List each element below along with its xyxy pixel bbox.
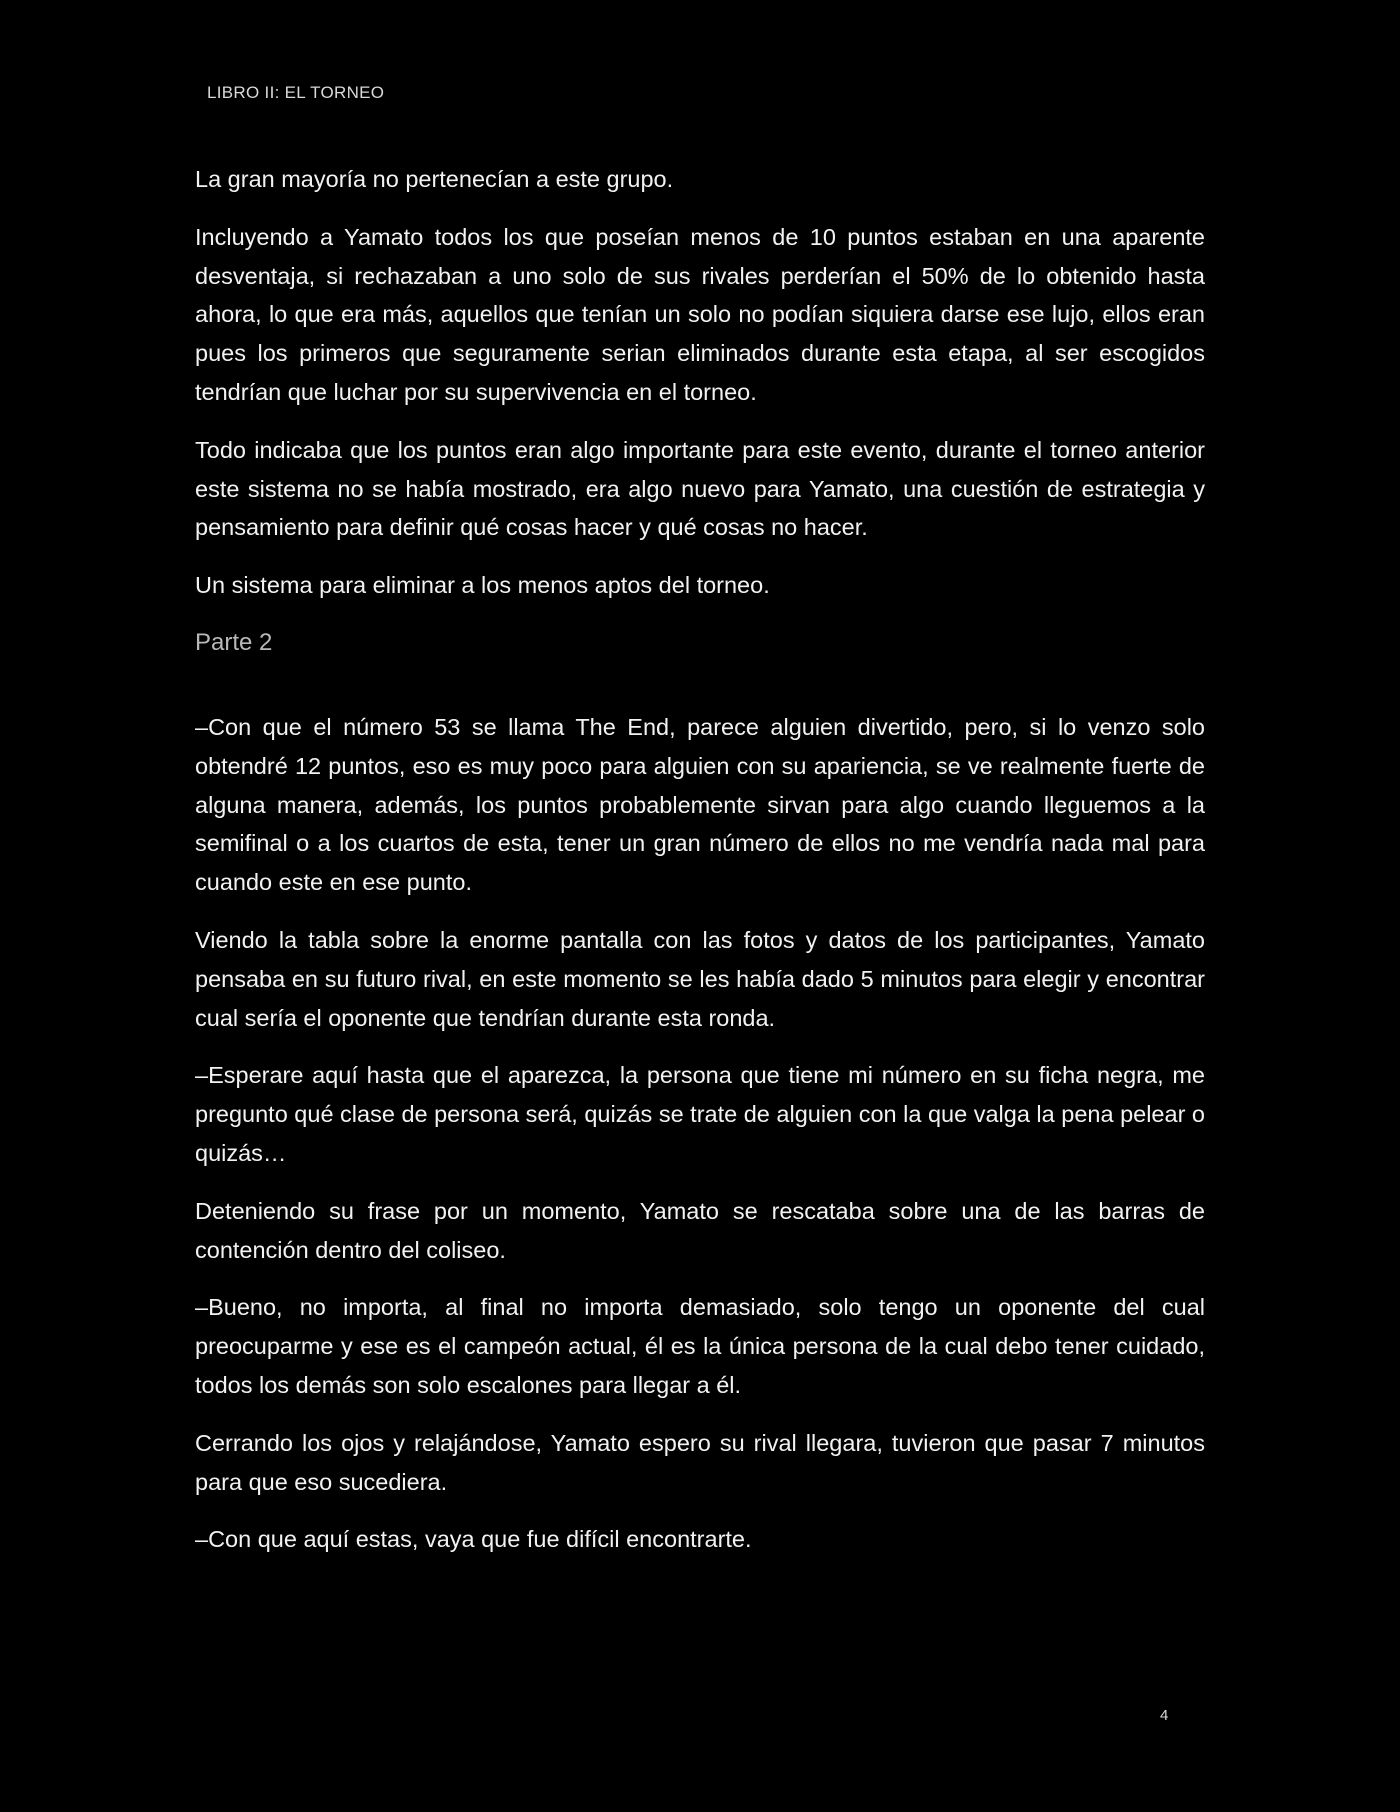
paragraph: –Bueno, no importa, al final no importa demasiado, solo tengo un oponente del cual preocuparme y ese es el campeón actual, él es la única persona de la cual debo tener cuidado, todos los demás son solo escalones para llegar a él. (195, 1294, 1205, 1398)
paragraph: Incluyendo a Yamato todos los que poseían menos de 10 puntos estaban en una aparente desventaja, si rechazaban a uno solo de sus rivales perderían el 50% de lo obtenido hasta ahora, lo que era más, aquellos que tenían un solo no podían siquiera darse ese lujo, ellos eran pues los primeros que seguramente serian eliminados durante esta etapa, al ser escogidos tendrían que luchar por su supervivencia en el torneo. (195, 223, 1205, 405)
body-text (195, 160, 1205, 1578)
paragraph: Un sistema para eliminar a los menos aptos del torneo. (195, 572, 770, 599)
paragraph: Cerrando los ojos y relajándose, Yamato espero su rival llegara, tuvieron que pasar 7 minutos para que eso sucediera. (195, 1429, 1205, 1495)
section-heading: Parte 2 (195, 628, 273, 656)
paragraph: Todo indicaba que los puntos eran algo importante para este evento, durante el torneo anterior este sistema no se había mostrado, era algo nuevo para Yamato, una cuestión de estrategia y pensamiento para definir qué cosas hacer y qué cosas no hacer. (195, 436, 1205, 541)
paragraph: Deteniendo su frase por un momento, Yamato se rescataba sobre una de las barras de contención dentro del coliseo. (195, 1197, 1205, 1263)
paragraph: –Esperare aquí hasta que el aparezca, la persona que tiene mi número en su ficha negra, me pregunto qué clase de persona será, quizás se trate de alguien con la que valga la pena pelear o quizás… (195, 1062, 1205, 1166)
paragraph: La gran mayoría no pertenecían a este grupo. (195, 166, 674, 192)
paragraph: –Con que el número 53 se llama The End, parece alguien divertido, pero, si lo venzo solo obtendré 12 puntos, eso es muy poco para alguien con su apariencia, se ve realmente fuerte de alguna manera, además, los puntos probablemente sirvan para algo cuando lleguemos a la semifinal o a los cuartos de esta, tener un gran número de ellos no me vendría nada mal para cuando este en ese punto. (195, 713, 1205, 896)
running-header: LIBRO II: EL TORNEO (207, 83, 385, 102)
page-number: 4 (1160, 1707, 1169, 1724)
paragraph: –Con que aquí estas, vaya que fue difícil encontrarte. (195, 1526, 752, 1553)
paragraph: Viendo la tabla sobre la enorme pantalla con las fotos y datos de los participantes, Yamato pensaba en su futuro rival, en este momento se les había dado 5 minutos para elegir y encontrar cual sería el oponente que tendrían durante esta ronda. (195, 926, 1205, 1031)
